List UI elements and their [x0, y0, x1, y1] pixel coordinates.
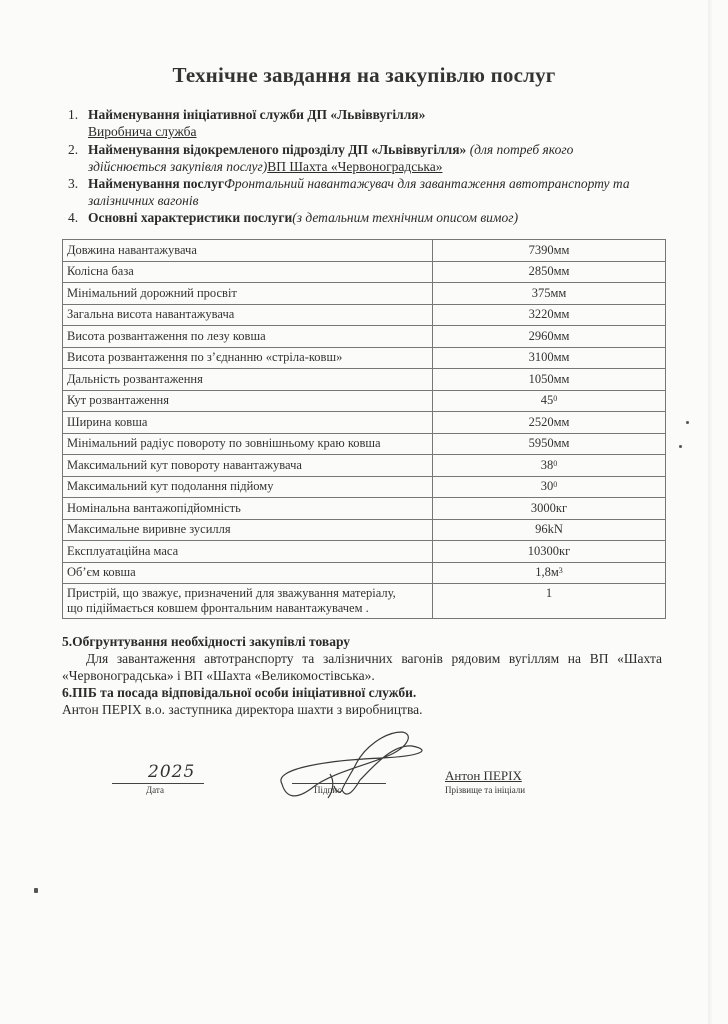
spec-parameter: Кут розвантаження	[63, 390, 433, 412]
spec-parameter: Об’єм ковша	[63, 562, 433, 584]
item-note: (для потреб якого	[466, 142, 574, 157]
date-line	[112, 783, 204, 784]
spec-parameter: Мінімальний дорожний просвіт	[63, 283, 433, 305]
item-number: 3.	[68, 176, 79, 191]
spec-parameter: Максимальний кут повороту навантажувача	[63, 455, 433, 477]
spec-value-cell	[433, 433, 666, 455]
spec-value-superscript: 0	[553, 394, 558, 404]
spec-parameter: Ширина ковша	[63, 412, 433, 434]
spec-value: 30	[540, 479, 554, 494]
spec-row	[63, 283, 666, 305]
item-label: Найменування ініціативної служби ДП «Львіввугілля»	[88, 107, 426, 122]
spec-parameter: Максимальне виривне зусилля	[63, 519, 433, 541]
item-label: Основні характеристики послуги	[88, 210, 293, 225]
spec-value-cell	[433, 584, 666, 619]
spec-value: 5950мм	[528, 436, 570, 451]
spec-row	[63, 261, 666, 283]
spec-value-cell	[433, 240, 666, 262]
spec-row	[63, 541, 666, 563]
spec-value-cell	[433, 562, 666, 584]
spec-parameter-line: що підіймається ковшем фронтальним навантажувачем .	[67, 601, 369, 615]
section-5-heading: 5.Обгрунтування необхідності закупівлі товару	[62, 634, 351, 649]
spec-row	[63, 326, 666, 348]
date-value: 2025	[148, 762, 196, 782]
item-value: Виробнича служба	[88, 124, 197, 139]
spec-value: 375мм	[531, 285, 567, 300]
spec-value: 1,8м	[535, 565, 559, 580]
spec-row	[63, 369, 666, 391]
spec-row	[63, 304, 666, 326]
spec-value-cell	[433, 390, 666, 412]
spec-value: 2960мм	[528, 328, 570, 343]
spec-row	[63, 476, 666, 498]
document-title: Технічне завдання на закупівлю послуг	[172, 63, 556, 87]
item-label: Найменування послуг	[88, 176, 224, 191]
spec-value-cell	[433, 369, 666, 391]
item-value: ВП Шахта «Червоноградська»	[267, 159, 443, 174]
spec-value: 1050мм	[528, 371, 570, 386]
spec-value: 3100мм	[528, 350, 570, 365]
handwritten-signature	[272, 728, 442, 808]
spec-value: 96kN	[535, 522, 563, 537]
signature-caption: Підпис	[314, 785, 342, 795]
spec-value-cell	[433, 541, 666, 563]
item-value: Фронтальний навантажувач для завантаження автотранспорту та	[224, 176, 630, 191]
spec-value: 1	[545, 586, 553, 600]
spec-row	[63, 390, 666, 412]
spec-parameter	[63, 584, 433, 619]
spec-parameter: Експлуатаційна маса	[63, 541, 433, 563]
item-number: 2.	[68, 142, 79, 157]
signature-line	[292, 783, 386, 784]
item-2	[68, 141, 573, 175]
spec-value: 2850мм	[528, 264, 570, 279]
spec-parameter: Довжина навантажувача	[63, 240, 433, 262]
spec-value: 45	[540, 393, 554, 408]
item-3	[68, 175, 630, 209]
spec-parameter: Висота розвантаження по з’єднанню «стріла-ковш»	[63, 347, 433, 369]
item-number: 4.	[68, 210, 79, 225]
spec-value-cell	[433, 498, 666, 520]
signer-name: Антон ПЕРІХ	[445, 768, 522, 783]
spec-value: 7390мм	[528, 242, 570, 257]
spec-value-superscript: 3	[558, 566, 563, 576]
spec-value: 3000кг	[530, 500, 568, 515]
spec-value-cell	[433, 347, 666, 369]
item-note: (з детальним технічним описом вимог)	[292, 210, 519, 225]
justification-section	[62, 633, 662, 718]
spec-row	[63, 433, 666, 455]
spec-value-cell	[433, 412, 666, 434]
scan-speck	[34, 888, 38, 893]
item-1	[68, 106, 425, 140]
scan-speck	[686, 421, 689, 424]
spec-value-cell	[433, 476, 666, 498]
spec-row	[63, 498, 666, 520]
spec-row	[63, 455, 666, 477]
spec-value-cell	[433, 283, 666, 305]
spec-value-cell	[433, 326, 666, 348]
spec-value: 2520мм	[528, 414, 570, 429]
spec-value-cell	[433, 519, 666, 541]
item-label: Найменування відокремленого підрозділу ДП «Львіввугілля»	[88, 142, 467, 157]
spec-value-cell	[433, 261, 666, 283]
spec-value-cell	[433, 304, 666, 326]
spec-value-cell	[433, 455, 666, 477]
spec-value-superscript: 0	[553, 480, 558, 490]
scan-edge	[708, 0, 712, 1024]
scan-speck	[679, 445, 682, 448]
spec-row	[63, 584, 666, 619]
spec-parameter: Висота розвантаження по лезу ковша	[63, 326, 433, 348]
spec-row	[63, 562, 666, 584]
item-4	[68, 209, 518, 226]
spec-row	[63, 519, 666, 541]
spec-value: 38	[540, 457, 554, 472]
spec-parameter: Максимальний кут подолання підйому	[63, 476, 433, 498]
item-note: здійснюється закупівля послуг)	[88, 159, 268, 174]
item-value: залізничних вагонів	[88, 193, 199, 208]
spec-row	[63, 347, 666, 369]
spec-value: 10300кг	[527, 543, 571, 558]
signature-block	[0, 740, 728, 810]
spec-parameter-line: Пристрій, що зважує, призначений для зважування матеріалу,	[67, 586, 396, 600]
item-number: 1.	[68, 107, 79, 122]
spec-table	[62, 239, 666, 619]
spec-parameter: Загальна висота навантажувача	[63, 304, 433, 326]
name-caption: Прізвище та ініціали	[445, 785, 526, 795]
spec-parameter: Мінімальний радіус повороту по зовнішньому краю ковша	[63, 433, 433, 455]
section-5-text: Для завантаження автотранспорту та залізничних вагонів рядовим вугіллям на ВП «Шахта «Червоноградська» і ВП «Шахта «Великомостівська».	[62, 651, 662, 683]
spec-parameter: Колісна база	[63, 261, 433, 283]
section-6-heading: 6.ПІБ та посада відповідальної особи ініціативної служби.	[62, 685, 417, 700]
spec-parameter: Дальність розвантаження	[63, 369, 433, 391]
section-6-text: Антон ПЕРІХ в.о. заступника директора шахти з виробництва.	[62, 702, 423, 717]
spec-value: 3220мм	[528, 307, 570, 322]
date-caption: Дата	[146, 785, 164, 795]
spec-value-superscript: 0	[553, 458, 558, 468]
spec-row	[63, 240, 666, 262]
spec-row	[63, 412, 666, 434]
spec-parameter: Номінальна вантажопідйомність	[63, 498, 433, 520]
